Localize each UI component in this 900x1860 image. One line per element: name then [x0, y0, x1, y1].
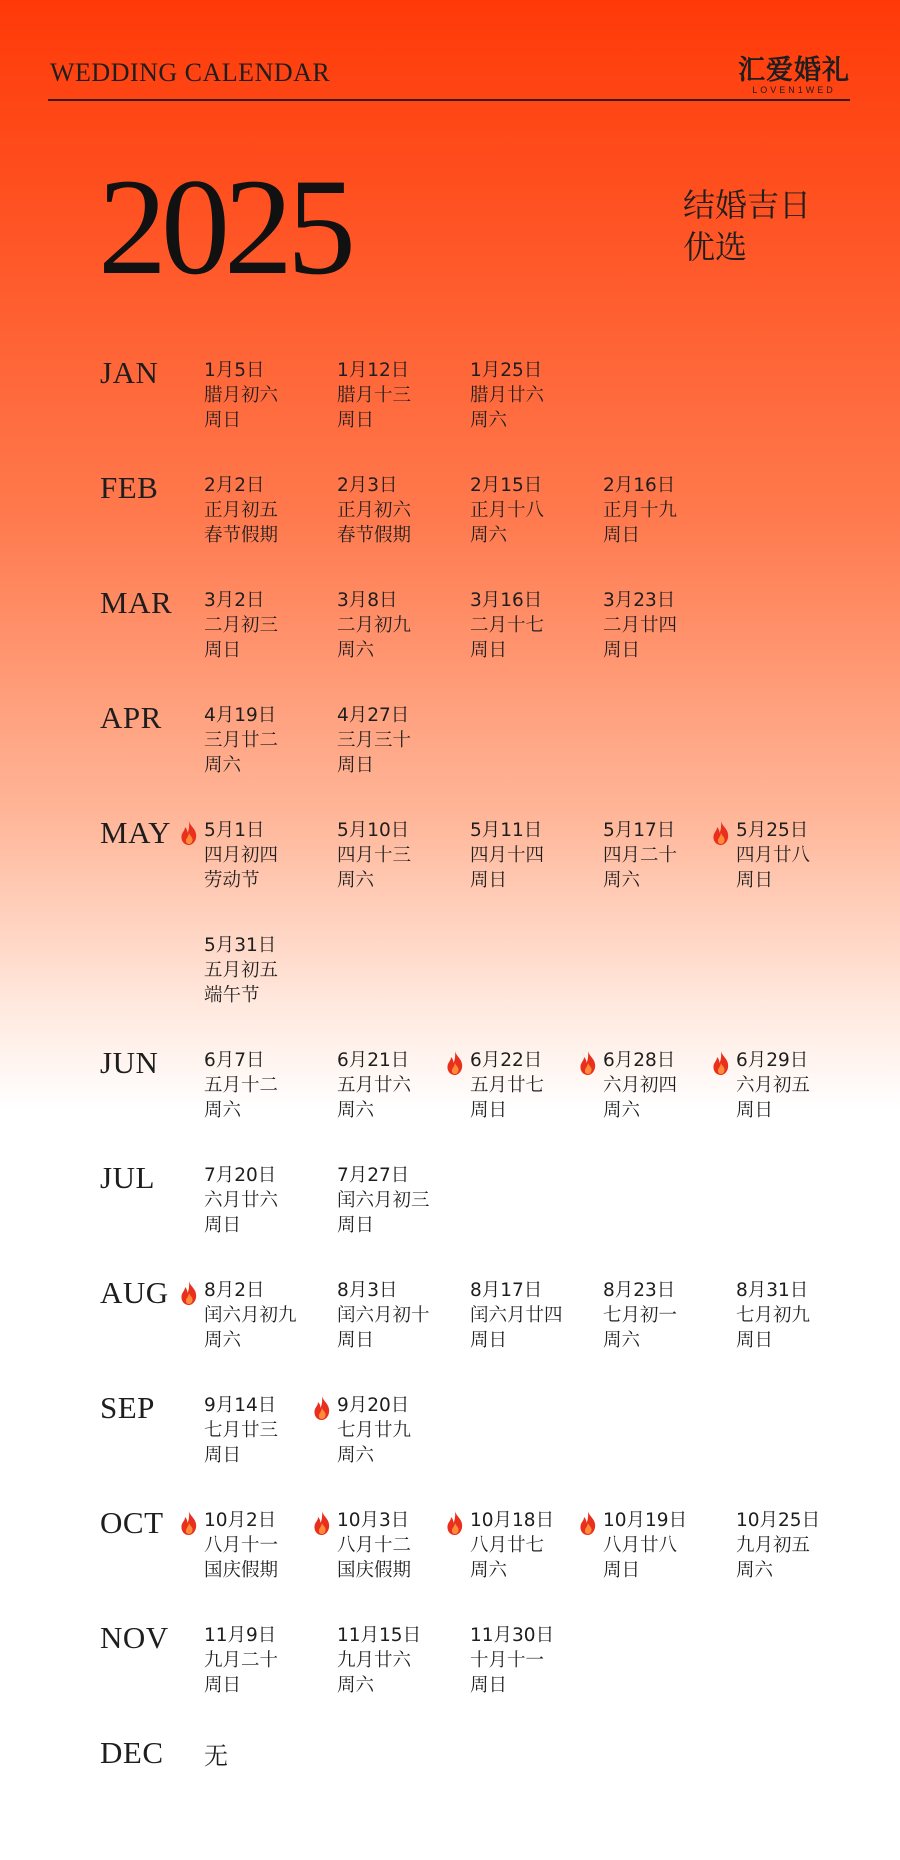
day-note-text: 周六 — [470, 525, 508, 546]
day-note-text: 周六 — [470, 410, 508, 431]
lunar-date-text: 五月廿六 — [337, 1075, 412, 1096]
day-note-text: 国庆假期 — [337, 1560, 412, 1581]
day-note-text: 周日 — [470, 1100, 508, 1121]
lunar-date-text: 八月廿七 — [470, 1535, 545, 1556]
lunar-date-text: 九月初五 — [736, 1535, 811, 1556]
flame-icon — [709, 820, 733, 846]
month-row-may — [0, 812, 900, 912]
lunar-date-text: 八月十一 — [204, 1535, 279, 1556]
day-note-text: 周日 — [603, 525, 641, 546]
month-row-mar — [0, 582, 900, 682]
date-text: 1月5日 — [204, 360, 265, 381]
date-text: 5月11日 — [470, 820, 543, 841]
day-note-text: 周六 — [337, 1675, 375, 1696]
month-row-oct — [0, 1502, 900, 1602]
date-entry — [204, 703, 336, 778]
day-note-text: 周日 — [337, 1330, 375, 1351]
date-entry — [603, 1508, 735, 1583]
day-note-text: 周日 — [204, 410, 242, 431]
day-note-text: 周六 — [603, 1330, 641, 1351]
date-text: 6月21日 — [337, 1050, 410, 1071]
date-text: 11月15日 — [337, 1625, 422, 1646]
lunar-date-text: 三月三十 — [337, 730, 412, 751]
date-text: 5月25日 — [736, 820, 809, 841]
flame-icon — [443, 1510, 467, 1536]
lunar-date-text: 五月廿七 — [470, 1075, 545, 1096]
month-label: OCT — [100, 1505, 164, 1540]
date-entry — [736, 1278, 868, 1353]
lunar-date-text: 正月十九 — [603, 500, 678, 521]
month-label: NOV — [100, 1620, 169, 1655]
flame-icon — [310, 1395, 334, 1421]
lunar-date-text: 九月二十 — [204, 1650, 279, 1671]
date-text: 8月23日 — [603, 1280, 676, 1301]
date-entry — [204, 1163, 336, 1238]
lunar-date-text: 六月廿六 — [204, 1190, 279, 1211]
month-row-feb — [0, 467, 900, 567]
date-entry — [204, 358, 336, 433]
date-text: 5月1日 — [204, 820, 265, 841]
date-text: 1月12日 — [337, 360, 410, 381]
lunar-date-text: 正月初五 — [204, 500, 279, 521]
date-text: 7月27日 — [337, 1165, 410, 1186]
lunar-date-text: 七月初九 — [736, 1305, 811, 1326]
date-text: 3月23日 — [603, 590, 676, 611]
day-note-text: 周日 — [470, 640, 508, 661]
month-row-may — [0, 927, 900, 1027]
date-entry — [337, 1163, 469, 1238]
no-dates-text: 无 — [204, 1742, 228, 1770]
flame-icon — [443, 1050, 467, 1076]
header-divider — [48, 99, 850, 101]
month-row-apr — [0, 697, 900, 797]
month-label: MAY — [100, 815, 171, 850]
date-entry — [603, 588, 735, 663]
lunar-date-text: 腊月十三 — [337, 385, 412, 406]
lunar-date-text: 二月十七 — [470, 615, 545, 636]
date-text: 11月30日 — [470, 1625, 555, 1646]
date-entry — [736, 1508, 868, 1583]
lunar-date-text: 九月廿六 — [337, 1650, 412, 1671]
date-text: 10月3日 — [337, 1510, 410, 1531]
date-entry — [736, 818, 868, 893]
logo-english: LOVEN1WED — [752, 85, 836, 95]
month-label: DEC — [100, 1735, 164, 1770]
date-text: 8月2日 — [204, 1280, 265, 1301]
date-text: 5月17日 — [603, 820, 676, 841]
day-note-text: 周六 — [603, 1100, 641, 1121]
lunar-date-text: 七月初一 — [603, 1305, 678, 1326]
day-note-text: 周日 — [736, 1100, 774, 1121]
day-note-text: 周六 — [204, 1100, 242, 1121]
day-note-text: 国庆假期 — [204, 1560, 279, 1581]
date-entry — [470, 588, 602, 663]
day-note-text: 春节假期 — [337, 525, 412, 546]
month-label: JUL — [100, 1160, 155, 1195]
date-text: 10月19日 — [603, 1510, 688, 1531]
lunar-date-text: 十月十一 — [470, 1650, 545, 1671]
lunar-date-text: 七月廿九 — [337, 1420, 412, 1441]
month-label: MAR — [100, 585, 173, 620]
date-text: 2月2日 — [204, 475, 265, 496]
lunar-date-text: 八月十二 — [337, 1535, 412, 1556]
flame-icon — [310, 1510, 334, 1536]
lunar-date-text: 二月廿四 — [603, 615, 678, 636]
lunar-date-text: 七月廿三 — [204, 1420, 279, 1441]
day-note-text: 周六 — [204, 1330, 242, 1351]
day-note-text: 周日 — [470, 1330, 508, 1351]
date-entry — [337, 358, 469, 433]
flame-icon — [709, 1050, 733, 1076]
date-text: 4月27日 — [337, 705, 410, 726]
day-note-text: 周日 — [603, 640, 641, 661]
day-note-text: 周日 — [470, 1675, 508, 1696]
day-note-text: 周六 — [603, 870, 641, 891]
date-text: 10月25日 — [736, 1510, 821, 1531]
date-text: 4月19日 — [204, 705, 277, 726]
lunar-date-text: 正月初六 — [337, 500, 412, 521]
month-label: AUG — [100, 1275, 169, 1310]
month-row-sep — [0, 1387, 900, 1487]
date-text: 7月20日 — [204, 1165, 277, 1186]
month-row-aug — [0, 1272, 900, 1372]
month-label: JUN — [100, 1045, 159, 1080]
day-note-text: 周日 — [736, 870, 774, 891]
day-note-text: 周六 — [337, 1100, 375, 1121]
day-note-text: 周日 — [603, 1560, 641, 1581]
date-entry — [204, 933, 336, 1008]
date-entry — [603, 1278, 735, 1353]
date-text: 10月2日 — [204, 1510, 277, 1531]
year-heading: 2025 — [98, 150, 350, 303]
date-text: 5月10日 — [337, 820, 410, 841]
date-text: 8月31日 — [736, 1280, 809, 1301]
lunar-date-text: 四月十三 — [337, 845, 412, 866]
date-text: 8月17日 — [470, 1280, 543, 1301]
date-text: 11月9日 — [204, 1625, 277, 1646]
date-entry — [470, 1623, 602, 1698]
date-text: 3月16日 — [470, 590, 543, 611]
lunar-date-text: 闰六月初三 — [337, 1190, 430, 1211]
date-entry — [337, 1623, 469, 1698]
date-entry — [204, 588, 336, 663]
day-note-text: 周日 — [204, 1445, 242, 1466]
date-text: 6月7日 — [204, 1050, 265, 1071]
month-label: JAN — [100, 355, 159, 390]
day-note-text: 周日 — [204, 1215, 242, 1236]
date-entry — [204, 473, 336, 548]
lunar-date-text: 闰六月廿四 — [470, 1305, 563, 1326]
logo-chinese: 汇爱婚礼 — [738, 55, 850, 86]
day-note-text: 周六 — [337, 640, 375, 661]
day-note-text: 周六 — [736, 1560, 774, 1581]
lunar-date-text: 三月廿二 — [204, 730, 279, 751]
month-row-jan — [0, 352, 900, 452]
day-note-text: 周六 — [470, 1560, 508, 1581]
date-entry — [337, 588, 469, 663]
date-entry — [736, 1048, 868, 1123]
day-note-text: 周日 — [337, 1215, 375, 1236]
month-row-nov — [0, 1617, 900, 1717]
date-entry — [470, 358, 602, 433]
date-entry — [204, 1048, 336, 1123]
month-label: SEP — [100, 1390, 155, 1425]
date-text: 9月14日 — [204, 1395, 277, 1416]
lunar-date-text: 五月十二 — [204, 1075, 279, 1096]
date-text: 2月16日 — [603, 475, 676, 496]
month-label: APR — [100, 700, 162, 735]
flame-icon — [576, 1510, 600, 1536]
lunar-date-text: 闰六月初十 — [337, 1305, 430, 1326]
date-entry — [470, 473, 602, 548]
date-text: 6月22日 — [470, 1050, 543, 1071]
lunar-date-text: 四月初四 — [204, 845, 279, 866]
lunar-date-text: 腊月廿六 — [470, 385, 545, 406]
lunar-date-text: 腊月初六 — [204, 385, 279, 406]
flame-icon — [177, 1510, 201, 1536]
flame-icon — [177, 1280, 201, 1306]
lunar-date-text: 四月十四 — [470, 845, 545, 866]
day-note-text: 周日 — [204, 1675, 242, 1696]
date-entry — [470, 1278, 602, 1353]
day-note-text: 周六 — [337, 1445, 375, 1466]
date-text: 6月29日 — [736, 1050, 809, 1071]
date-entry — [603, 473, 735, 548]
header — [48, 48, 850, 102]
date-text: 2月3日 — [337, 475, 398, 496]
date-text: 2月15日 — [470, 475, 543, 496]
flame-icon — [177, 820, 201, 846]
date-entry — [337, 703, 469, 778]
day-note-text: 端午节 — [204, 985, 260, 1006]
date-entry — [204, 1623, 336, 1698]
date-entry — [204, 818, 336, 893]
day-note-text: 周六 — [337, 870, 375, 891]
lunar-date-text: 二月初三 — [204, 615, 279, 636]
lunar-date-text: 四月廿八 — [736, 845, 811, 866]
lunar-date-text: 八月廿八 — [603, 1535, 678, 1556]
date-text: 6月28日 — [603, 1050, 676, 1071]
lunar-date-text: 闰六月初九 — [204, 1305, 297, 1326]
lunar-date-text: 六月初五 — [736, 1075, 811, 1096]
lunar-date-text: 五月初五 — [204, 960, 279, 981]
date-text: 8月3日 — [337, 1280, 398, 1301]
flame-icon — [576, 1050, 600, 1076]
date-entry — [337, 818, 469, 893]
date-text: 3月8日 — [337, 590, 398, 611]
lunar-date-text: 四月二十 — [603, 845, 678, 866]
day-note-text: 春节假期 — [204, 525, 279, 546]
date-entry — [204, 1278, 336, 1353]
month-row-dec — [0, 1732, 900, 1832]
date-entry — [337, 1278, 469, 1353]
day-note-text: 周日 — [470, 870, 508, 891]
day-note-text: 周日 — [736, 1330, 774, 1351]
date-text: 1月25日 — [470, 360, 543, 381]
lunar-date-text: 正月十八 — [470, 500, 545, 521]
day-note-text: 周日 — [204, 640, 242, 661]
date-entry — [470, 818, 602, 893]
day-note-text: 劳动节 — [204, 870, 260, 891]
date-entry — [337, 1393, 469, 1468]
lunar-date-text: 六月初四 — [603, 1075, 678, 1096]
page-title: WEDDING CALENDAR — [50, 58, 331, 87]
date-text: 10月18日 — [470, 1510, 555, 1531]
date-text: 9月20日 — [337, 1395, 410, 1416]
date-text: 3月2日 — [204, 590, 265, 611]
month-label: FEB — [100, 470, 159, 505]
month-row-jun — [0, 1042, 900, 1142]
subtitle: 结婚吉日 优选 — [683, 186, 812, 266]
day-note-text: 周六 — [204, 755, 242, 776]
brand-logo — [738, 48, 850, 95]
month-row-jul — [0, 1157, 900, 1257]
day-note-text: 周日 — [337, 410, 375, 431]
day-note-text: 周日 — [337, 755, 375, 776]
date-text: 5月31日 — [204, 935, 277, 956]
lunar-date-text: 二月初九 — [337, 615, 412, 636]
date-entry — [337, 473, 469, 548]
